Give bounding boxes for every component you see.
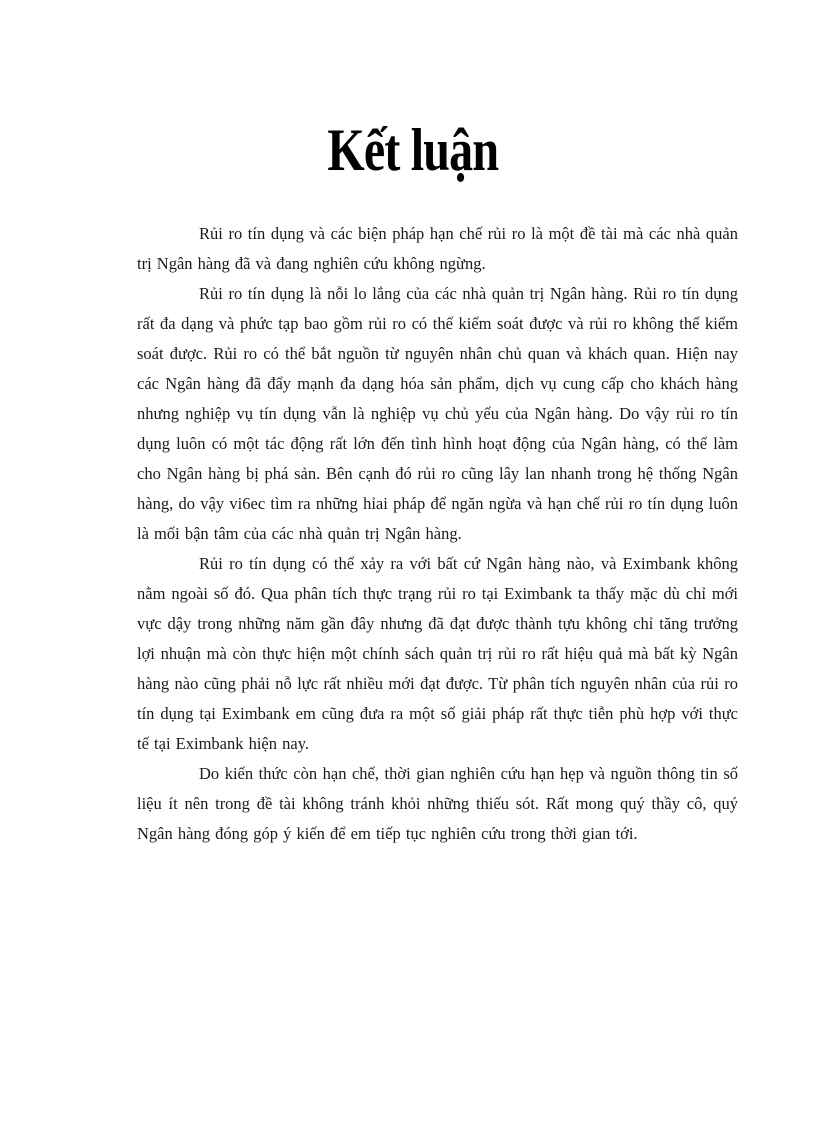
paragraph-1: Rủi ro tín dụng và các biện pháp hạn chế rủi ro là một đề tài mà các nhà quản trị Ngân hàng đã và đang nghiên cứu không ngừng. bbox=[137, 224, 738, 273]
paragraph-4: Do kiến thức còn hạn chế, thời gian nghiên cứu hạn hẹp và nguồn thông tin số liệu ít nên trong đề tài không tránh khỏi những thiếu sót. Rất mong quý thầy cô, quý Ngân hàng đóng góp ý kiến để em tiếp tục nghiên cứu trong thời gian tới. bbox=[137, 764, 738, 843]
page-title: Kết luận bbox=[327, 117, 499, 183]
body-text bbox=[137, 219, 738, 849]
paragraph-2: Rủi ro tín dụng là nỗi lo lắng của các nhà quản trị Ngân hàng. Rủi ro tín dụng rất đa dạng và phức tạp bao gồm rủi ro có thể kiểm soát được và rủi ro không thể kiểm soát được. Rủi ro có thể bắt nguồn từ nguyên nhân chủ quan và khách quan. Hiện nay các Ngân hàng đã đẩy mạnh đa dạng hóa sản phẩm, dịch vụ cung cấp cho khách hàng nhưng nghiệp vụ tín dụng vẫn là nghiệp vụ chủ yếu của Ngân hàng. Do vậy rủi ro tín dụng luôn có một tác động rất lớn đến tình hình hoạt động của Ngân hàng, có thể làm cho Ngân hàng bị phá sản. Bên cạnh đó rủi ro cũng lây lan nhanh trong hệ thống Ngân hàng, do vậy vi6ec tìm ra những hỉai pháp để ngăn ngừa và hạn chế rủi ro tín dụng luôn là mối bận tâm của các nhà quản trị Ngân hàng. bbox=[137, 284, 738, 543]
paragraph-3: Rủi ro tín dụng có thể xảy ra với bất cứ Ngân hàng nào, và Eximbank không nằm ngoài số đó. Qua phân tích thực trạng rủi ro tại Eximbank ta thấy mặc dù chỉ mới vực dậy trong những năm gần đây nhưng đã đạt được thành tựu không chỉ tăng trưởng lợi nhuận mà còn thực hiện một chính sách quản trị rủi ro rất hiệu quả mà bất kỳ Ngân hàng nào cũng phải nỗ lực rất nhiều mới đạt được. Từ phân tích nguyên nhân của rủi ro tín dụng tại Eximbank em cũng đưa ra một số giải pháp rất thực tiễn phù hợp với thực tế tại Eximbank hiện nay. bbox=[137, 554, 738, 753]
